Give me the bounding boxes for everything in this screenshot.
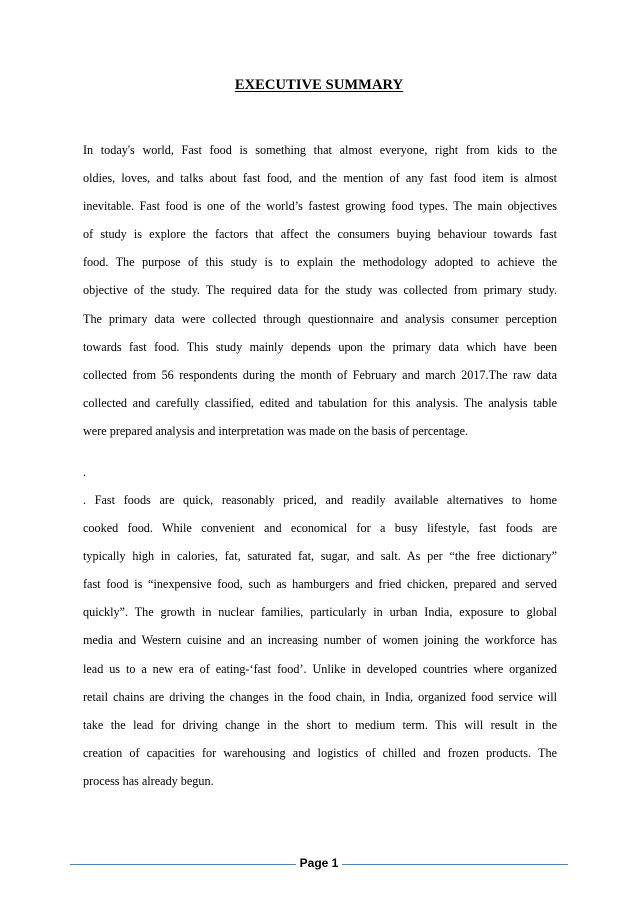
text-line: The primary data were collected through questionnaire and analysis consumer perception (83, 311, 557, 326)
page-number: Page 1 (299, 856, 339, 870)
text-line: were prepared analysis and interpretation was made on the basis of percentage. (83, 423, 469, 438)
text-line: collected from 56 respondents during the month of February and march 2017.The raw data (83, 367, 557, 382)
text-line: fast food is “inexpensive food, such as hamburgers and fried chicken, prepared and served (83, 577, 557, 592)
paragraph-intro (83, 136, 557, 445)
text-line: collected and carefully classified, edited and tabulation for this analysis. The analysis table (83, 395, 557, 410)
text-line: cooked food. While convenient and economical for a busy lifestyle, fast foods are (83, 521, 557, 536)
text-line: oldies, loves, and talks about fast food, and the mention of any fast food item is almost (83, 171, 557, 186)
text-line: typically high in calories, fat, saturated fat, sugar, and salt. As per “the free dictionary” (83, 549, 557, 564)
text-line: quickly”. The growth in nuclear families, particularly in urban India, exposure to global (83, 605, 557, 620)
page-footer (70, 855, 568, 875)
text-line: towards fast food. This study mainly depends upon the primary data which have been (83, 339, 557, 354)
text-line: inevitable. Fast food is one of the world’s fastest growing food types. The main objectives (83, 199, 557, 214)
text-line: retail chains are driving the changes in the food chain, in India, organized food service will (83, 689, 557, 704)
text-line: . Fast foods are quick, reasonably priced, and readily available alternatives to home (83, 493, 557, 507)
text-line: In today's world, Fast food is something that almost everyone, right from kids to the (83, 143, 557, 157)
paragraph-fast-food (83, 486, 557, 795)
separator-dot (83, 458, 557, 486)
document-title: EXECUTIVE SUMMARY (234, 77, 404, 93)
text-line: lead us to a new era of eating-‘fast food’. Unlike in developed countries where organized (83, 661, 557, 676)
text-line: creation of capacities for warehousing and logistics of chilled and frozen products. The (83, 745, 557, 760)
text-line: of study is explore the factors that affect the consumers buying behaviour towards fast (83, 227, 557, 242)
text-line: process has already begun. (83, 773, 214, 788)
text-line: objective of the study. The required data for the study was collected from primary study. (83, 283, 557, 298)
footer-rule-right (342, 864, 568, 865)
text-line: take the lead for driving change in the short to medium term. This will result in the (83, 717, 557, 732)
text-line: media and Western cuisine and an increasing number of women joining the workforce has (83, 633, 557, 648)
text-line: food. The purpose of this study is to explain the methodology adopted to achieve the (83, 255, 557, 270)
text-line: . (83, 465, 87, 479)
